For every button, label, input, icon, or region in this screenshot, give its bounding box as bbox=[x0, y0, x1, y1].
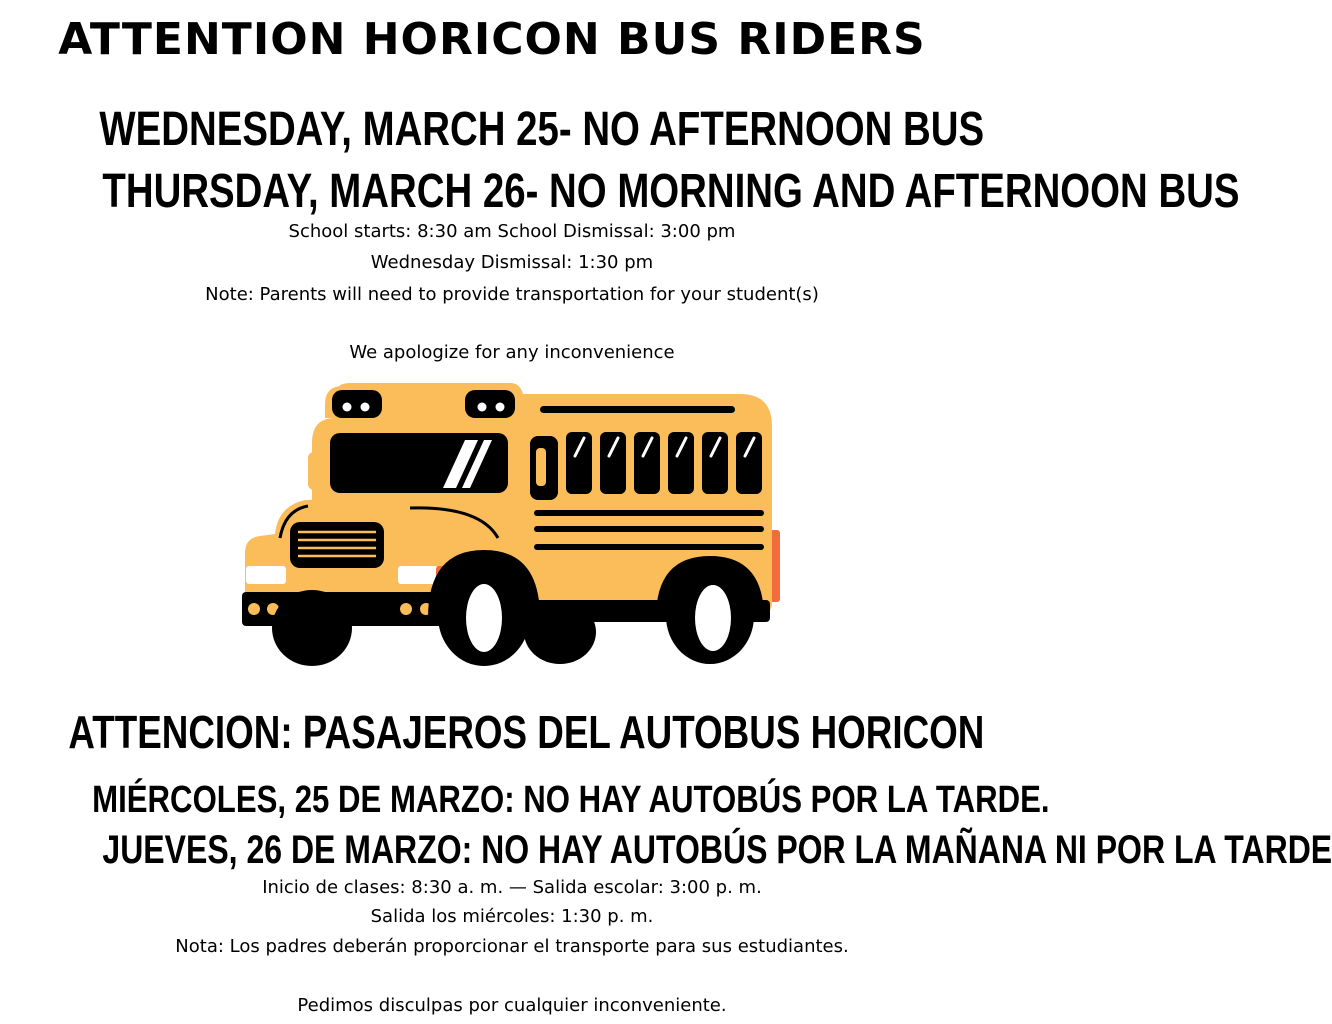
spanish-apology: Pedimos disculpas por cualquier inconveniente. bbox=[297, 995, 727, 1016]
spanish-wednesday-notice: MIÉRCOLES, 25 DE MARZO: NO HAY AUTOBÚS POR LA TARDE. bbox=[92, 779, 1050, 821]
spanish-wednesday-dismissal: Salida los miércoles: 1:30 p. m. bbox=[370, 906, 654, 927]
english-thursday-notice: THURSDAY, MARCH 26- NO MORNING AND AFTERNOON BUS bbox=[102, 165, 1240, 218]
spanish-parent-note: Nota: Los padres deberán proporcionar el transporte para sus estudiantes. bbox=[175, 936, 849, 957]
english-apology: We apologize for any inconvenience bbox=[349, 342, 675, 363]
spanish-title: ATTENCION: PASAJEROS DEL AUTOBUS HORICON bbox=[68, 706, 985, 758]
english-wednesday-dismissal: Wednesday Dismissal: 1:30 pm bbox=[370, 252, 654, 273]
school-bus-icon bbox=[240, 378, 785, 670]
english-school-times: School starts: 8:30 am School Dismissal: 3:00 pm bbox=[288, 221, 736, 242]
english-title: ATTENTION HORICON BUS RIDERS bbox=[58, 14, 926, 65]
spanish-school-times: Inicio de clases: 8:30 a. m. — Salida escolar: 3:00 p. m. bbox=[262, 877, 762, 898]
english-wednesday-notice: WEDNESDAY, MARCH 25- NO AFTERNOON BUS bbox=[99, 103, 985, 156]
spanish-thursday-notice: JUEVES, 26 DE MARZO: NO HAY AUTOBÚS POR LA MAÑANA NI POR LA TARDE bbox=[102, 828, 1332, 872]
english-parent-note: Note: Parents will need to provide transportation for your student(s) bbox=[205, 284, 819, 305]
